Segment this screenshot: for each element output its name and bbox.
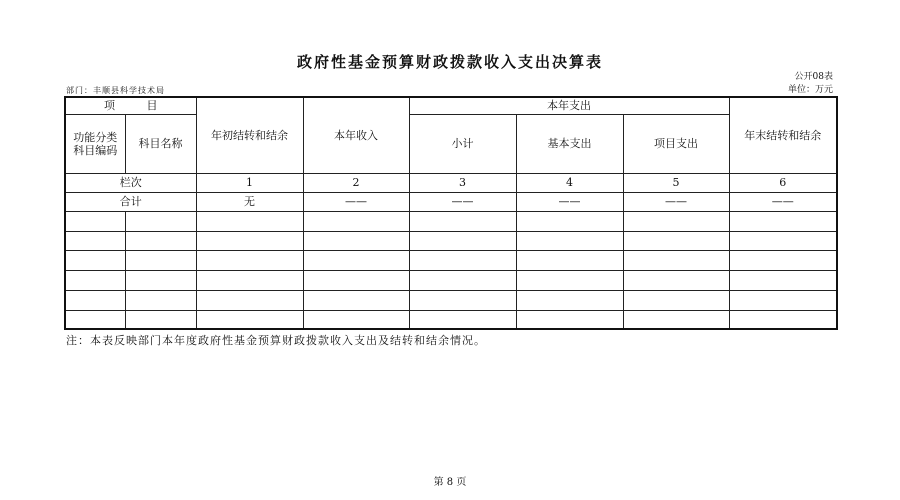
table-cell [65,231,125,250]
table-row [65,231,837,250]
header-closing-balance: 年末结转和结余 [729,97,837,173]
table-cell [303,211,409,231]
header-current-income: 本年收入 [303,97,409,173]
column-number-cell: 1 [196,173,303,192]
table-cell [409,290,516,310]
table-cell [623,231,729,250]
column-number-cell: 4 [516,173,623,192]
table-cell [125,250,196,270]
table-row [65,211,837,231]
page-title: 政府性基金预算财政拨款收入支出决算表 [296,53,603,71]
total-cell: —— [623,192,729,211]
header-item: 项 目 [65,97,196,114]
table-cell [125,290,196,310]
header-row [65,114,837,173]
table-cell [65,290,125,310]
table-cell [516,231,623,250]
header-project-expense: 项目支出 [623,114,729,173]
header-func-code-line1: 功能分类 [73,130,118,144]
header-current-expense: 本年支出 [409,97,729,114]
table-cell [729,270,837,290]
table-cell [125,270,196,290]
table-cell [409,250,516,270]
header-func-code-line2: 科目编码 [73,143,118,157]
column-number-cell: 3 [409,173,516,192]
page-number: 第 8 页 [433,477,467,488]
table-cell [125,211,196,231]
table-row [65,250,837,270]
budget-table [64,96,838,330]
total-cell: —— [303,192,409,211]
table-row [65,310,837,329]
table-cell [409,310,516,329]
total-label: 合计 [65,192,196,211]
table-cell [516,250,623,270]
table-cell [65,310,125,329]
table-cell [623,310,729,329]
note-text: 注：本表反映部门本年度政府性基金预算财政拨款收入支出及结转和结余情况。 [66,334,486,347]
header-func-code [65,114,125,173]
table-cell [729,250,837,270]
table-cell [125,231,196,250]
header-row [65,97,837,114]
column-number-cell: 2 [303,173,409,192]
table-cell [516,310,623,329]
table-row [65,290,837,310]
table-cell [303,270,409,290]
table-cell [729,310,837,329]
header-subtotal: 小计 [409,114,516,173]
header-opening-balance: 年初结转和结余 [196,97,303,173]
table-cell [65,211,125,231]
table-cell [729,290,837,310]
column-number-cell: 5 [623,173,729,192]
table-cell [303,310,409,329]
table-cell [65,270,125,290]
total-cell: 无 [196,192,303,211]
total-row [65,192,837,211]
table-cell [65,250,125,270]
table-row [65,270,837,290]
table-cell [303,290,409,310]
column-number-label: 栏次 [65,173,196,192]
table-cell [125,310,196,329]
header-subject-name: 科目名称 [125,114,196,173]
header-basic-expense: 基本支出 [516,114,623,173]
table-code: 公开08表 [794,72,833,82]
table-cell [303,250,409,270]
table-cell [409,211,516,231]
table-cell [623,250,729,270]
table-cell [196,250,303,270]
table-cell [196,211,303,231]
table-cell [303,231,409,250]
table-cell [196,290,303,310]
table-cell [196,270,303,290]
table-cell [516,290,623,310]
table-cell [729,211,837,231]
table-cell [409,231,516,250]
total-cell: —— [516,192,623,211]
table-cell [196,231,303,250]
table-cell [623,211,729,231]
table-cell [623,270,729,290]
table-cell [196,310,303,329]
total-cell: —— [409,192,516,211]
unit-label: 单位：万元 [787,85,833,95]
table-cell [623,290,729,310]
table-cell [516,270,623,290]
total-cell: —— [729,192,837,211]
department-label: 部门：丰顺县科学技术局 [66,86,165,95]
column-number-cell: 6 [729,173,837,192]
column-number-row [65,173,837,192]
table-cell [729,231,837,250]
table-cell [409,270,516,290]
table-cell [516,211,623,231]
